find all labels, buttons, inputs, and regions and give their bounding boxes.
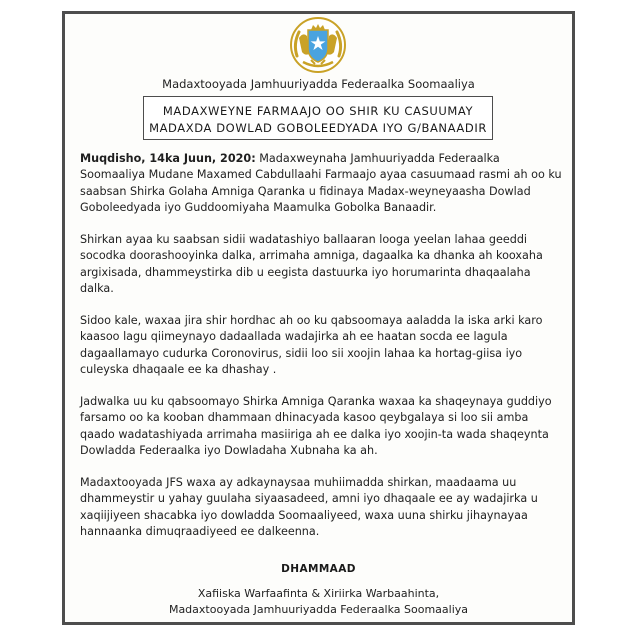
press-release-title-box	[143, 96, 493, 140]
office-name-header: Madaxtooyada Jamhuuriyadda Federaalka Soomaaliya	[162, 77, 475, 91]
paragraph-1-text: Madaxweynaha Jamhuuriyadda Federaalka Soomaaliya Mudane Maxamed Cabdullaahi Farmaajo ayaa casuumaad rasmi ah oo ku saabsan Shirka Golaha Amniga Qaranka u fidinaya Madax-weyneyaasha Dowlad Goboleedyada iyo Guddoomiyaha Maamulka Gobolka Banaadir.	[80, 152, 562, 215]
dateline: Muqdisho, 14ka Juun, 2020:	[80, 152, 256, 165]
paragraph-2: Shirkan ayaa ku saabsan sidii wadatashiyo ballaaran looga yeelan lahaa geeddi socodka doorashooyinka dalka, arrimaha amniga, dagaalka ka dhanka ah kooxaha argixisada, dhammeystirka dib u eegista dastuurka iyo horumarinta dhaqaalaha dalka.	[80, 233, 543, 296]
title-line-2: MADAXDA DOWLAD GOBOLEEDYADA IYO G/BANAADIR	[149, 121, 487, 135]
signoff-office: Xafiiska Warfaafinta & Xiriirka Warbaahinta,	[197, 587, 440, 600]
signoff-presidency: Madaxtooyada Jamhuuriyadda Federaalka Soomaaliya	[168, 603, 469, 616]
coat-of-arms-icon	[289, 16, 347, 74]
closing-mark: DHAMMAAD	[281, 563, 356, 575]
paragraph-3: Sidoo kale, waxaa jira shir hordhac ah oo ku qabsoomaya aaladda la iska arki karo kaasoo lagu qiimeynayo dadaallada wadajirka ah ee haatan socda ee lagula dagaallamayo cudurka Coronovirus, sidii loo sii xoojin lahaa ka hortag-giisa iyo culeyska dhaqaale ee ka dhashay .	[80, 314, 543, 377]
paragraph-1	[80, 151, 565, 217]
title-line-1: MADAXWEYNE FARMAAJO OO SHIR KU CASUUMAY	[162, 104, 474, 118]
paragraph-5: Madaxtooyada JFS waxa ay adkaynaysaa muhiimadda shirkan, maadaama uu dhammeystir u yahay guulaha siyaasadeed, amni iyo dhaqaale ee ay wadajirka u xaqiijiyeen shacabka iyo dowladda Soomaaliyeed, waxa uuna shirku jihaynayaa hannaanka dimuqraadiyeed ee dalkeenna.	[80, 476, 538, 539]
paragraph-4: Jadwalka uu ku qabsoomayo Shirka Amniga Qaranka waxaa ka shaqeynaya guddiyo farsamo oo ka kooban dhammaan dhinacyada kasoo qeybgalaya si loo sii amba qaado wadatashiyada arrimaha masiiriga ah ee dalka iyo xoojin-ta wada shaqeynta Dowladda Federaalka iyo Dowladaha Xubnaha ka ah.	[80, 395, 552, 458]
